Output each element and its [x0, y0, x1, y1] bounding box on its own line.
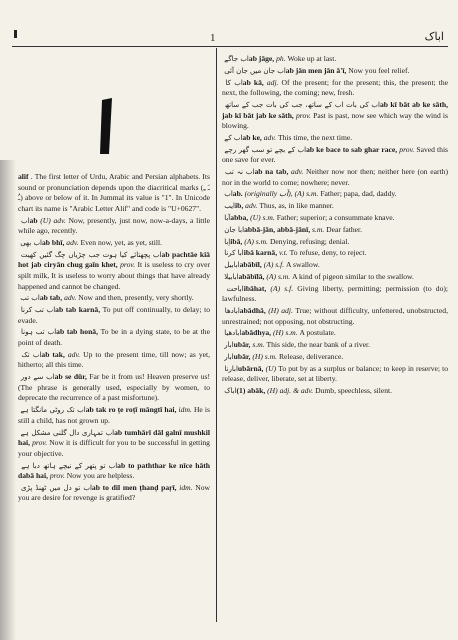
roman-headword: (1) abāk, — [236, 386, 268, 396]
grammar-label: idm. — [179, 482, 196, 492]
dictionary-entry — [222, 340, 448, 351]
definition-text: Now it is difficult for you to be successful in getting your objective. — [18, 438, 210, 458]
urdu-headword: اب تک — [18, 350, 42, 359]
dictionary-entry — [18, 216, 210, 237]
roman-headword: ubār, — [233, 352, 253, 361]
urdu-headword: ابا جان — [222, 225, 245, 234]
urdu-headword: اباک — [222, 387, 237, 396]
roman-headword: abādhā, — [239, 306, 269, 316]
urdu-headword: اب سے دور — [18, 373, 55, 382]
dictionary-entry — [18, 350, 210, 371]
roman-headword: ab tak ro ṭe roṭī māngtī hai, — [85, 405, 179, 415]
roman-headword: ab pachtāe kiā hot jab ciryān chug gaīn khet, — [18, 249, 210, 270]
dictionary-entry — [222, 100, 448, 132]
urdu-headword: ابارنا — [222, 364, 238, 373]
urdu-headword: ابادھیا — [222, 329, 242, 338]
roman-headword: ibāhat, — [243, 283, 271, 293]
definition-text: This side, the near bank of a river. — [266, 340, 371, 350]
grammar-label: s.m. — [312, 224, 327, 234]
roman-headword: ab to paththar ke nīce hāth dabā hai, — [18, 460, 210, 481]
urdu-headword: ابابیلا — [222, 272, 239, 281]
page-edge-shadow — [0, 160, 16, 640]
dictionary-entry — [18, 238, 210, 249]
definition-text: To be in a dying state, to be at the point of death. — [18, 327, 210, 348]
grammar-label: (H) adj. & adv. — [267, 386, 316, 396]
roman-headword: ab ke, — [242, 132, 264, 142]
urdu-headword: اب — [18, 216, 30, 225]
dictionary-entry — [222, 167, 448, 188]
roman-headword: alif — [18, 172, 31, 181]
definition-text: Dumb, speechless, silent. — [315, 386, 393, 396]
column-divider — [216, 48, 217, 622]
definition-text: Past is past, now see which way the wind is blowing. — [222, 110, 448, 131]
urdu-headword: اب جان میں جان آئی — [222, 66, 286, 75]
dictionary-entry — [18, 293, 210, 304]
definition-text: Now you are helpless. — [66, 471, 135, 481]
dictionary-entry — [18, 327, 210, 348]
urdu-headword: اباحت — [222, 284, 244, 293]
urdu-headword: اب تب کرنا — [18, 306, 56, 315]
roman-headword: ibā, — [230, 236, 245, 246]
grammar-label: (A) s.m. — [266, 271, 293, 281]
dictionary-entry — [222, 201, 448, 212]
dictionary-entry — [222, 145, 448, 166]
definition-text: Father; superior; a consummate knave. — [276, 213, 395, 222]
dictionary-entry — [18, 405, 210, 426]
dictionary-entry — [222, 386, 448, 397]
definition-text: Father; papa, dad, daddy. — [320, 189, 397, 199]
dictionary-entry — [222, 248, 448, 259]
dictionary-entry — [222, 66, 448, 77]
definition-text: . The first letter of Urdu, Arabic and Persian alphabets. Its sound or pronunciation depends upon the diacritical marks (ـَ ـِ ـُ) above or below of it. In Jummal its value is "1". In Unicode chart its name is "Arabic Letter Alif" and code is "U+0627". — [18, 172, 210, 213]
definition-text: Now and then, presently, very shortly. — [78, 293, 194, 303]
grammar-label: prov. — [49, 471, 67, 481]
header-left-mark — [14, 30, 17, 38]
right-column — [222, 54, 448, 398]
definition-text: Woke up at last. — [287, 54, 337, 63]
definition-text: A swallow. — [286, 260, 320, 270]
urdu-headword: اب تمہاری دال گلنی مشکل ہے — [18, 428, 115, 437]
definition-text: Thus, as, in like manner. — [259, 201, 334, 211]
definition-text: Now you feel relief. — [348, 65, 410, 75]
grammar-label: adv. — [263, 132, 278, 142]
roman-headword: ab kā, — [242, 77, 267, 87]
grammar-label: adv. — [291, 167, 307, 177]
grammar-label: prov. — [32, 438, 50, 448]
grammar-label: prov. — [295, 110, 314, 120]
grammar-label: adv. — [64, 293, 79, 303]
definition-text: It is useless to cry over spilt milk, It is useless to worry about things that have already happened and cannot be changed. — [18, 260, 210, 291]
dictionary-entry — [222, 306, 448, 327]
dictionary-entry — [222, 364, 448, 385]
left-column — [18, 172, 210, 505]
grammar-label: (H) s.m. — [252, 352, 279, 361]
grammar-label: adv. — [67, 349, 84, 359]
urdu-headword: اب کے بچے تو سب گھر رچے — [222, 145, 307, 154]
roman-headword: ab na tab, — [254, 167, 292, 177]
roman-headword: ab kī bāt ab ke sāth, jab kī bāt jab ke sāth, — [222, 99, 448, 120]
grammar-label: (A) s.f. — [270, 283, 298, 293]
dictionary-entry — [18, 172, 210, 214]
roman-headword: ab tumhārī dāl galnī mushkil hai, — [18, 427, 210, 448]
dictionary-entry — [222, 213, 448, 224]
grammar-label: (A) s.f. — [263, 260, 287, 270]
roman-headword: ab tab, — [39, 293, 65, 303]
definition-text: Up to the present time, till now; as yet, hitherto; all this time. — [18, 349, 210, 370]
definition-text: Even now, yet, as yet, still. — [80, 237, 163, 247]
grammar-label: ph. — [276, 54, 288, 63]
roman-headword: ab jāge, — [248, 54, 277, 63]
definition-text: Now you are desire for revenge is gratified? — [18, 482, 210, 503]
grammar-label: adv. — [245, 201, 260, 211]
grammar-label: idm. — [178, 405, 194, 415]
definition-text: A postulate. — [299, 328, 336, 338]
definition-text: This time, the next time. — [277, 132, 353, 142]
roman-headword: ab. — [232, 189, 245, 199]
roman-headword: ab tab honā, — [56, 327, 101, 337]
urdu-headword: اب پچھتائے کیا ہوت جب چڑیاں چگ گئیں کھیت — [18, 250, 162, 259]
dictionary-entry — [222, 78, 448, 99]
definition-text: Saved this one save for ever. — [222, 144, 449, 165]
grammar-label: (U) adv. — [40, 215, 69, 225]
dictionary-entry — [222, 225, 448, 236]
dictionary-entry — [18, 372, 210, 404]
roman-headword: ubār, — [233, 340, 253, 350]
grammar-label: prov. — [399, 144, 417, 154]
urdu-headword: اب نہ تب — [222, 168, 255, 177]
definition-text: To refuse, deny, to reject. — [289, 248, 367, 258]
urdu-headword: اب بھی — [18, 238, 42, 247]
grammar-label: (H) adj. — [268, 306, 296, 316]
roman-headword: abba, — [230, 213, 251, 222]
roman-headword: ab tak, — [41, 349, 68, 359]
dictionary-entry — [222, 54, 448, 65]
definition-text: Neither now nor then; neither here (on earth) nor in the world to come; nowhere; never. — [222, 167, 448, 187]
dictionary-entry — [18, 305, 210, 326]
urdu-headword: اب تو پتھر کے نیچے ہاتھ دبا ہے — [18, 461, 118, 470]
roman-headword: ubārnā, — [237, 363, 266, 373]
definition-text: To put by as a surplus or balance; to keep in reserve; to release, deliver, liberate, set at liberty. — [222, 363, 448, 384]
urdu-headword: ابار — [222, 341, 234, 350]
roman-headword: ab to dil men ṭhanḍ paṛī, — [91, 482, 180, 492]
dictionary-entry — [222, 272, 448, 283]
dictionary-entry — [222, 189, 448, 200]
roman-headword: ab jān men jān ā'ī, — [285, 65, 349, 75]
dictionary-entry — [18, 250, 210, 292]
guide-word: اباک — [424, 31, 444, 43]
urdu-headword: ایب — [222, 202, 235, 211]
dictionary-entry — [222, 284, 448, 305]
grammar-label: (originally اَب), (A) s.m. — [244, 189, 321, 199]
grammar-label: prov. — [120, 260, 138, 270]
grammar-label: (U) — [265, 363, 279, 373]
urdu-headword: ابا کرنا — [222, 249, 244, 258]
urdu-headword: اب جاگے — [222, 55, 249, 63]
definition-text: True; without difficulty, unfettered, unobstructed, unrestrained; not opposing, not obstructing. — [222, 306, 448, 326]
roman-headword: abbā-jān, abbā-jānī, — [244, 224, 313, 234]
grammar-label: (A) s.m. — [244, 236, 270, 246]
urdu-headword: ابابیل — [222, 261, 240, 270]
roman-headword: abādhya, — [241, 328, 273, 338]
urdu-headword: اب کی بات اب کے ساتھ، جب کی بات جب کے ساتھ — [222, 100, 380, 109]
header-rule — [12, 46, 448, 47]
dictionary-entry — [222, 133, 448, 144]
roman-headword: ab se dūr, — [54, 372, 90, 382]
dictionary-entry — [18, 461, 210, 482]
roman-headword: ibā karnā, — [243, 248, 280, 258]
grammar-label: v.t. — [279, 248, 290, 258]
urdu-headword: اب تب ہونا — [18, 328, 57, 337]
urdu-headword: اب — [222, 190, 233, 199]
definition-text: To put off continually, to delay; to evade. — [18, 305, 210, 325]
roman-headword: abābīl, — [239, 260, 264, 270]
definition-text: Far be it from us! Heaven preserve us! (The phrase is generally used, especially by women, to deprecate the recurrence of a past misfortune). — [18, 372, 210, 403]
definition-text: Now, presently, just now, now-a-days, a little while ago, recently. — [18, 215, 210, 236]
grammar-label: (H) s.m. — [272, 328, 300, 338]
dictionary-entry — [18, 483, 210, 504]
definition-text: He is still a child, has not grown up. — [18, 405, 210, 425]
definition-text: Giving liberty, permitting; permission (to do); lawfulness. — [222, 283, 449, 304]
grammar-label: adv. — [66, 237, 81, 247]
roman-headword: ab — [29, 215, 41, 225]
definition-text: Denying, refusing; denial. — [269, 236, 350, 246]
roman-headword: ab tab karnā, — [55, 305, 103, 315]
dictionary-entry — [18, 428, 210, 460]
grammar-label: adj. — [266, 77, 282, 87]
roman-headword: ab ke bace to sab ghar race, — [306, 144, 400, 154]
urdu-headword: اِبا — [222, 237, 231, 246]
urdu-headword: ابار — [222, 353, 234, 361]
dictionary-entry — [222, 352, 448, 363]
dictionary-entry — [222, 328, 448, 339]
urdu-headword: اب کا — [222, 78, 243, 87]
dictionary-entry — [222, 237, 448, 248]
roman-headword: abābīlā, — [238, 271, 267, 281]
grammar-label: s.m. — [252, 340, 267, 350]
definition-text: Of the present; for the present; this, the present; the next, the following, the coming; new, fresh. — [222, 77, 448, 98]
definition-text: Release, deliverance. — [278, 352, 344, 361]
dictionary-entry — [222, 260, 448, 271]
grammar-label: (U) s.m. — [250, 213, 277, 222]
page-number: 1 — [210, 32, 216, 44]
definition-text: Dear father. — [326, 224, 363, 234]
alif-letter-icon — [92, 96, 120, 156]
urdu-headword: اب کے — [222, 133, 243, 142]
roman-headword: ab bhī, — [42, 237, 67, 247]
urdu-headword: اب تب — [18, 294, 40, 303]
urdu-headword: آبا — [222, 214, 231, 222]
urdu-headword: اب تک روٹی مانگتا ہے — [18, 406, 86, 415]
urdu-headword: ابادھا — [222, 307, 240, 316]
roman-headword: ib, — [235, 201, 246, 211]
urdu-headword: اب تو دل میں ٹھنڈ پڑی — [18, 483, 92, 492]
definition-text: A kind of pigeon similar to the swallow. — [292, 271, 414, 281]
